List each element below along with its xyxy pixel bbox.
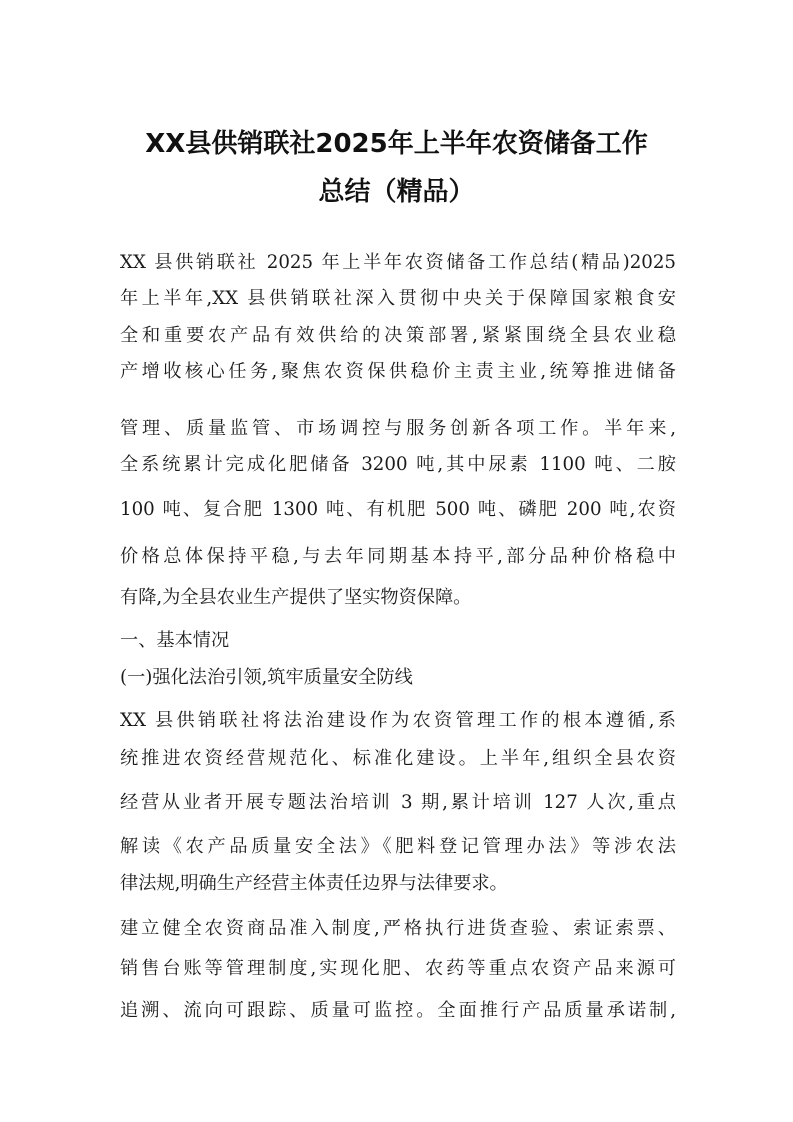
body-line: XX 县供销联社 2025 年上半年农资储备工作总结(精品)2025 bbox=[120, 252, 676, 273]
body-line: 年上半年,XX 县供销联社深入贯彻中央关于保障国家粮食安 bbox=[120, 288, 676, 309]
body-line: 追溯、流向可跟踪、质量可监控。全面推行产品质量承诺制, bbox=[120, 1000, 676, 1021]
body-line: 统推进农资经营规范化、标准化建设。上半年,组织全县农资 bbox=[120, 748, 676, 769]
body-line: XX 县供销联社将法治建设作为农资管理工作的根本遵循,系 bbox=[120, 710, 676, 731]
body-line: 经营从业者开展专题法治培训 3 期,累计培训 127 人次,重点 bbox=[120, 792, 676, 813]
document-title-line-2: 总结（精品） bbox=[318, 177, 475, 207]
body-line: 产增收核心任务,聚焦农资保供稳价主责主业,统筹推进储备 bbox=[120, 361, 676, 382]
body-line: 管理、质量监管、市场调控与服务创新各项工作。半年来, bbox=[120, 418, 676, 439]
document-title-line-1: XX县供销联社2025年上半年农资储备工作 bbox=[145, 129, 648, 159]
body-line: 律法规,明确生产经营主体责任边界与法律要求。 bbox=[120, 873, 508, 894]
body-line: 100 吨、复合肥 1300 吨、有机肥 500 吨、磷肥 200 吨,农资 bbox=[120, 499, 676, 520]
body-line: 价格总体保持平稳,与去年同期基本持平,部分品种价格稳中 bbox=[120, 546, 676, 567]
body-line: 有降,为全县农业生产提供了坚实物资保障。 bbox=[120, 587, 472, 608]
body-line: 建立健全农资商品准入制度,严格执行进货查验、索证索票、 bbox=[120, 918, 676, 939]
body-line: 销售台账等管理制度,实现化肥、农药等重点农资产品来源可 bbox=[120, 958, 676, 979]
body-line: 全和重要农产品有效供给的决策部署,紧紧围绕全县农业稳 bbox=[120, 325, 676, 346]
subsection-heading: (一)强化法治引领,筑牢质量安全防线 bbox=[120, 667, 413, 688]
body-line: 全系统累计完成化肥储备 3200 吨,其中尿素 1100 吨、二胺 bbox=[120, 454, 676, 475]
section-heading: 一、基本情况 bbox=[120, 630, 230, 651]
body-line: 解读《农产品质量安全法》《肥料登记管理办法》等涉农法 bbox=[120, 836, 676, 857]
